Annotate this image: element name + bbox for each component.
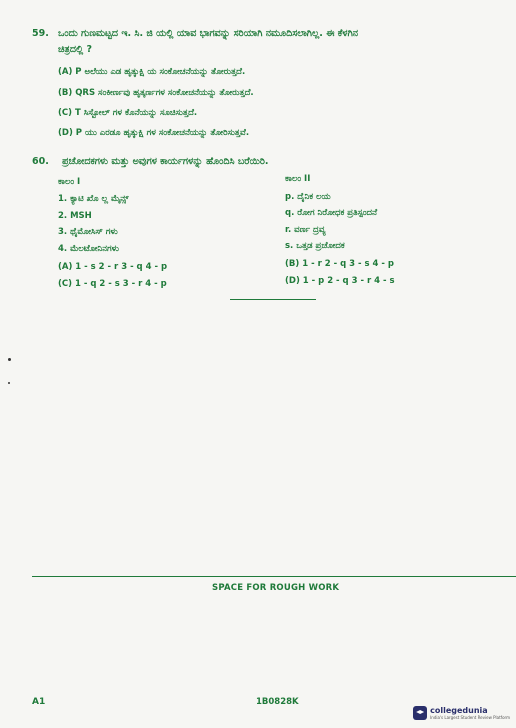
column-2-item: r. ವರ್ಣ ದ್ರವ್ಯ bbox=[285, 225, 326, 235]
column-1-item: 3. ಥೈಮೋಸಿಸ್ ಗಳು bbox=[58, 227, 118, 237]
column-1-item: 1. ಕ್ಯಾಟಿ ಖೊ ಲ್ಲ ಮೈನ್ಸ್ bbox=[58, 194, 129, 204]
question-text bbox=[58, 29, 507, 56]
q60-option-d: (D) 1 - p 2 - q 3 - r 4 - s bbox=[285, 276, 395, 286]
q60-option-b: (B) 1 - r 2 - q 3 - s 4 - p bbox=[285, 259, 394, 269]
column-1-header: ಕಾಲಂ I bbox=[58, 177, 81, 187]
question-text-line1: ಒಂದು ಗುಣಮಟ್ಟದ ಇ. ಸಿ. ಜಿ ಯಲ್ಲಿ ಯಾವ ಭಾಗವನ್ನು ಸರಿಯಾಗಿ ನಮೂದಿಸಲಾಗಿಲ್ಲ. ಈ ಕೆಳಗಿನ bbox=[58, 28, 359, 39]
column-1-item: 4. ಮೆಲಟೋನಿನಗಳು bbox=[58, 244, 119, 254]
logo-tagline: India's Largest Student Review Platform bbox=[430, 715, 510, 720]
question-text: ಪ್ರಚೋದಕಗಳು ಮತ್ತು ಅವುಗಳ ಕಾರ್ಯಗಳನ್ನು ಹೊಂದಿಸಿ ಬರೆಯಿರಿ. bbox=[62, 156, 269, 167]
column-2-item: p. ದೈನಿಕ ಲಯ bbox=[285, 192, 331, 202]
watermark-logo bbox=[413, 706, 510, 720]
rough-work-divider bbox=[32, 576, 516, 577]
question-number: 60. bbox=[32, 156, 49, 167]
scan-speck bbox=[8, 358, 11, 361]
logo-text bbox=[430, 706, 510, 720]
column-2-header: ಕಾಲಂ II bbox=[285, 174, 311, 184]
column-2-item: q. ರೋಗ ನಿರೋಧಕ ಪ್ರತಿಸ್ಪಂದನೆ bbox=[285, 208, 378, 218]
booklet-code: 1B0828K bbox=[256, 697, 299, 707]
q59-option-d: (D) P ಯು ಎರಡೂ ಹೃತ್ಕುಕ್ಷಿ ಗಳ ಸಂಕೋಚನೆಯನ್ನು ತೋರಿಸುತ್ತವೆ. bbox=[58, 128, 250, 138]
question-59 bbox=[32, 29, 507, 56]
question-text-line2: ಚಿತ್ರದಲ್ಲಿ ? bbox=[58, 43, 92, 55]
column-2-item: s. ಒತ್ತಡ ಪ್ರಚೋದಕ bbox=[285, 241, 345, 251]
q59-option-a: (A) P ಅಲೆಯು ಎಡ ಹೃತ್ಕುಕ್ಷಿ ಯ ಸಂಕೋಚನೆಯನ್ನು ತೋರುತ್ತದೆ. bbox=[58, 67, 246, 77]
scan-speck bbox=[8, 382, 10, 384]
end-of-questions-divider bbox=[230, 299, 316, 300]
graduation-cap-icon bbox=[413, 706, 427, 720]
q59-option-c: (C) T ಸಿಸ್ಟೋಲ್ ಗಳ ಕೊನೆಯನ್ನು ಸೂಚಿಸುತ್ತದೆ. bbox=[58, 108, 198, 118]
q60-option-c: (C) 1 - q 2 - s 3 - r 4 - p bbox=[58, 279, 167, 289]
rough-work-label: SPACE FOR ROUGH WORK bbox=[212, 583, 340, 593]
question-number: 59. bbox=[32, 28, 49, 39]
question-60 bbox=[32, 157, 268, 168]
column-1-item: 2. MSH bbox=[58, 211, 92, 221]
page-code: A1 bbox=[32, 697, 46, 707]
q60-option-a: (A) 1 - s 2 - r 3 - q 4 - p bbox=[58, 262, 168, 272]
logo-name: collegedunia bbox=[430, 706, 488, 715]
q59-option-b: (B) QRS ಸಂಕೀರ್ಣವು ಹೃತ್ಕರ್ಣಗಳ ಸಂಕೋಚನೆಯನ್ನು ತೋರುತ್ತದೆ. bbox=[58, 88, 254, 98]
